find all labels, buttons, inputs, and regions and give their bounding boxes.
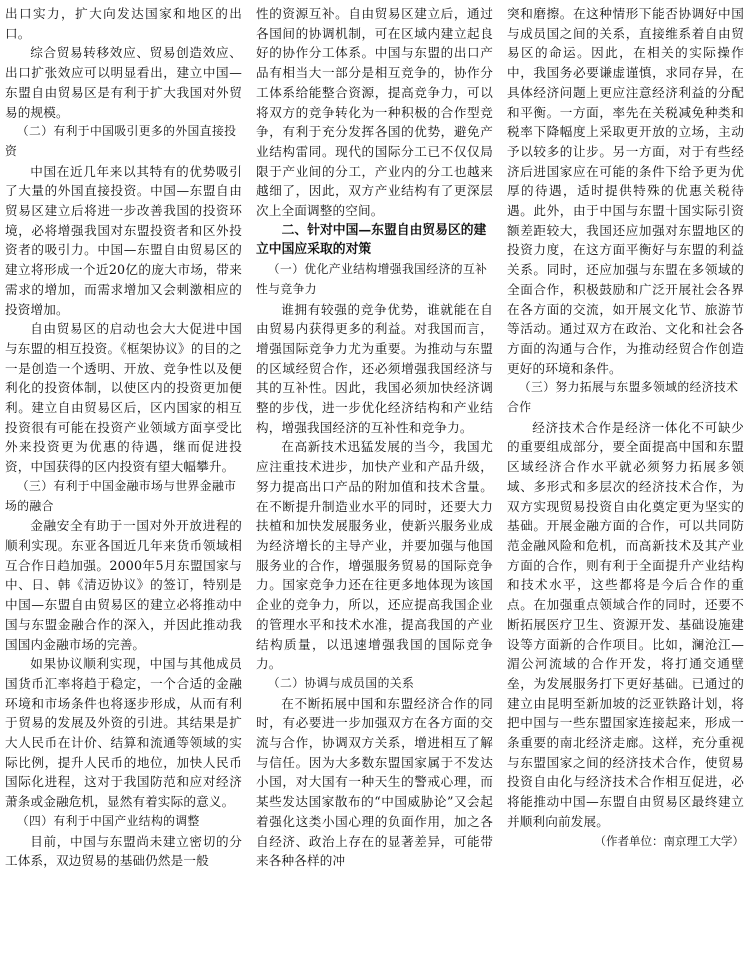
section-heading: （二）有利于中国吸引更多的外国直接投资 xyxy=(5,124,237,158)
column-left xyxy=(5,4,242,974)
section-heading: （三）努力拓展与东盟多领域的经济技术合作 xyxy=(507,380,739,415)
article-page xyxy=(5,4,745,974)
paragraph: 谁拥有较强的竞争优势，谁就能在自由贸易内获得更多的利益。对我国而言，增强国际竞争力尤为重要。为推动与东盟的区域经贸合作，还必须增强我国经济与其的互补性。因此，我国必须加快经济调整的步伐，进一步优化经济结构和产业结构，增强我国经济的互补性和竞争力。 xyxy=(256,301,493,435)
paragraph: 目前，中国与东盟尚未建立密切的分工体系，双边贸易的基础仍然是一般 xyxy=(5,833,242,869)
paragraph: 突和磨擦。在这种情形下能否协调好中国与成员国之间的关系，直接维系着自由贸易区的命运。因此，在相关的实际操作中，我国务必要谦虚谨慎，求同存异，在具体经济问题上更应注意经济利益的分配和平衡。一方面，率先在关税减免种类和税率下降幅度上采取更开放的立场，主动予以较多的让步。另一方面，对于有些经济后进国家应在可能的条件下给予更为优厚的待遇，适时提供特殊的优惠关税待遇。此外，由于中国与东盟十国实际引资额差距较大，我国还应加强对东盟地区的投资力度，在这方面平衡好与东盟的利益关系。同时，还应加强与东盟在多领域的全面合作，积极鼓励和广泛开展社会各界在各方面的交流，如开展文化节、旅游节等活动。通过双方在政治、文化和社会各方面的沟通与合作，为推动经贸合作创造更好的环境和条件。 xyxy=(507,6,744,376)
section-heading: （一）优化产业结构增强我国经济的互补性与竞争力 xyxy=(256,262,488,296)
paragraph: 经济技术合作是经济一体化不可缺少的重要组成部分，要全面提高中国和东盟区域经济合作水平就必须努力拓展多领域、多形式和多层次的经济技术合作，为双方实现贸易投资自由化奠定更为坚实的基础。开展金融方面的合作，可以共同防范金融风险和危机，而高新技术及其产业方面的合作，则有利于全面提升产业结构和技术水平，这些都将是今后合作的重点。在加强重点领域合作的同时，还要不断拓展医疗卫生、资源开发、基础设施建设等方面新的合作项目。比如，澜沧江—湄公河流域的合作开发，将打通交通壁垒，为发展服务打下更好基础。已通过的建立由昆明至新加坡的泛亚铁路计划，将把中国与一些东盟国家连接起来，形成一条重要的南北经济走廊。这样，充分重视与东盟国家之间的经济技术合作，使贸易投资自由化与经济技术合作相互促进，必将能推动中国—东盟自由贸易区最终建立并顺利向前发展。 xyxy=(507,419,744,829)
column-middle xyxy=(256,4,493,974)
paragraph: 金融安全有助于一国对外开放进程的顺利实现。东亚各国近几年来货币领域相互合作日趋加强。2000年5月东盟国家与中、日、韩《清迈协议》的签订，特别是中国—东盟自由贸易区的建立必将推动中国与东盟金融合作的深入，并因此推动我国国内金融市场的完善。 xyxy=(5,518,242,652)
paragraph: 在高新技术迅猛发展的当今，我国尤应注重技术进步，加快产业和产品升级，努力提高出口产品的附加值和技术含量。在不断提升制造业水平的同时，还要大力扶植和加快发展服务业，使新兴服务业成为经济增长的主导产业，并要加强与他国服务业的合作，增强服务贸易的国际竞争力。国家竞争力还在往更多地体现为该国企业的竞争力，所以，还应提高我国企业的管理水平和技术水准，提高我国的产业结构质量，以迅速增强我国的国际竞争力。 xyxy=(256,439,493,672)
paragraph: 自由贸易区的启动也会大大促进中国与东盟的相互投资。《框架协议》的目的之一是创造一个透明、开放、竞争性以及便利化的投资体制，以使区内的投资更加便利。建立自由贸易区后，区内国家的相互投资很有可能在投资产业领域方面享受比外来投资更为优惠的待遇，继而促进投资，中国获得的区内投资有望大幅攀升。 xyxy=(5,321,242,475)
paragraph: 在不断拓展中国和东盟经济合作的同时，有必要进一步加强双方在各方面的交流与合作，协调双方关系，增进相互了解与信任。因为大多数东盟国家属于不发达小国，对大国有一种天生的警戒心理，而某些发达国家散布的“中国威胁论”又会起着强化这类小国心理的负面作用，加之各自经济、政治上存在的显著差异，可能带来各种各样的冲 xyxy=(256,695,493,869)
section-heading: （二）协调与成员国的关系 xyxy=(267,675,415,690)
paragraph: 综合贸易转移效应、贸易创造效应、出口扩张效应可以明显看出，建立中国—东盟自由贸易区是有利于扩大我国对外贸易的规模。 xyxy=(5,45,242,120)
paragraph: 中国在近几年来以其特有的优势吸引了大量的外国直接投资。中国—东盟自由贸易区建立后将进一步改善我国的投资环境，必将增强我国对东盟投资者和区外投资者的吸引力。中国—东盟自由贸易区的建立将形成一个近20亿的庞大市场，带来需求的增加，而需求增加又会刺激相应的投资增加。 xyxy=(5,163,242,317)
paragraph: 性的资源互补。自由贸易区建立后，通过各国间的协调机制，可在区域内建立起良好的协作分工体系。中国与东盟的出口产品有相当大一部分是相互竞争的，协作分工体系给能整合资源，提高竞争力，可以将双方的竞争转化为一种积极的合作型竞争，有利于充分发挥各国的优势，避免产业结构雷同。现代的国际分工已不仅仅局限于产业间的分工，产业内的分工也越来越细了，因此，双方产业结构有了更深层次上全面调整的空间。 xyxy=(256,6,493,219)
author-affiliation: （作者单位：南京理工大学） xyxy=(594,833,744,848)
column-right xyxy=(507,4,744,974)
paragraph: 如果协议顺利实现，中国与其他成员国货币汇率将趋于稳定，一个合适的金融环境和市场条件也将逐步形成，从而有利于贸易的发展及外资的引进。其结果是扩大人民币在计价、结算和流通等领域的实际比例，提升人民币的地位，加快人民币国际化进程，这对于我国防范和应对经济萧条或金融危机，显然有着实际的意义。 xyxy=(5,656,242,810)
section-heading: （三）有利于中国金融市场与世界金融市场的融合 xyxy=(5,478,237,513)
chapter-heading: 二、针对中国—东盟自由贸易区的建立中国应采取的对策 xyxy=(256,222,487,258)
paragraph: 出口实力，扩大向发达国家和地区的出口。 xyxy=(5,6,242,41)
section-heading: （四）有利于中国产业结构的调整 xyxy=(16,813,200,828)
